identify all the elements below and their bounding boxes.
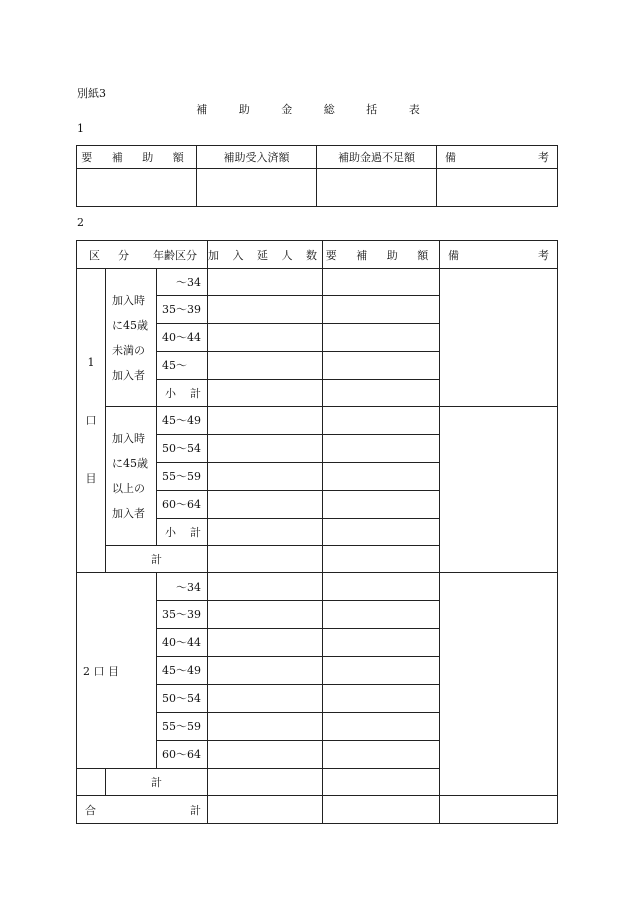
cell-required-subsidy xyxy=(323,435,440,463)
header-required-amount: 要 補 助 額 xyxy=(77,146,197,169)
header-category: 区 分 年齢区分 xyxy=(77,241,208,269)
cell-required-subsidy xyxy=(323,601,440,629)
cell-received-amount xyxy=(197,169,317,207)
subtotal-label: 小 計 xyxy=(157,519,208,546)
cell-person-count xyxy=(208,796,323,824)
age-row-label: 45〜 xyxy=(157,352,208,380)
cell-required-subsidy xyxy=(323,629,440,657)
cell-person-count xyxy=(208,657,323,685)
cell-required-subsidy xyxy=(323,324,440,352)
annex-label: 別紙3 xyxy=(77,87,106,100)
cell-required-subsidy xyxy=(323,380,440,407)
age-row-label: 35〜39 xyxy=(157,296,208,324)
second-time-label: 2 口 目 xyxy=(77,573,157,769)
cell-required-subsidy xyxy=(323,741,440,769)
cell-remarks-second xyxy=(440,573,558,796)
cell-required-subsidy xyxy=(323,296,440,324)
age-row-label: 50〜54 xyxy=(157,435,208,463)
cell-person-count xyxy=(208,352,323,380)
cell-person-count xyxy=(208,546,323,573)
page-title: 補 助 金 総 括 表 xyxy=(196,103,434,116)
cell-person-count xyxy=(208,769,323,796)
cell-required-subsidy xyxy=(323,546,440,573)
cell-person-count xyxy=(208,435,323,463)
cell-required-subsidy xyxy=(323,269,440,296)
cell-required-subsidy xyxy=(323,796,440,824)
cell-required-subsidy xyxy=(323,407,440,435)
summary-table xyxy=(76,145,558,207)
cell-required-subsidy xyxy=(323,769,440,796)
age-row-label: 45〜49 xyxy=(157,407,208,435)
header-remarks: 備 考 xyxy=(437,146,558,169)
cell-person-count xyxy=(208,269,323,296)
cell-required-subsidy xyxy=(323,713,440,741)
age-row-label: 35〜39 xyxy=(157,601,208,629)
group-under-45: 加入時 に45歳 未満の 加入者 xyxy=(106,269,157,407)
age-row-label: 40〜44 xyxy=(157,324,208,352)
group-45-and-over: 加入時 に45歳 以上の 加入者 xyxy=(106,407,157,546)
cell-person-count xyxy=(208,519,323,546)
cell-person-count xyxy=(208,573,323,601)
age-row-label: 55〜59 xyxy=(157,713,208,741)
cell-required-subsidy xyxy=(323,491,440,519)
age-row-label: 50〜54 xyxy=(157,685,208,713)
cell-person-count xyxy=(208,463,323,491)
age-row-label: 〜34 xyxy=(157,573,208,601)
header-required-subsidy: 要 補 助 額 xyxy=(323,241,440,269)
age-row-label: 45〜49 xyxy=(157,657,208,685)
cell-required-subsidy xyxy=(323,573,440,601)
cell-required-subsidy xyxy=(323,519,440,546)
cell-person-count xyxy=(208,741,323,769)
cell-person-count xyxy=(208,296,323,324)
subtotal-label: 小 計 xyxy=(157,380,208,407)
cell-required-subsidy xyxy=(323,463,440,491)
first-time-label: 1 口 目 xyxy=(77,269,106,573)
header-person-count: 加 入 延 人 数 xyxy=(208,241,323,269)
age-row-label: 60〜64 xyxy=(157,491,208,519)
header-remarks: 備 考 xyxy=(440,241,558,269)
cell-required-subsidy xyxy=(323,352,440,380)
section-number-2: 2 xyxy=(77,216,84,229)
cell-person-count xyxy=(208,601,323,629)
first-time-total-label: 計 xyxy=(106,546,208,573)
cell-remarks xyxy=(437,169,558,207)
section-number-1: 1 xyxy=(77,122,84,135)
cell-remarks-group-b xyxy=(440,407,558,573)
cell-person-count xyxy=(208,629,323,657)
detail-table xyxy=(76,240,558,824)
age-row-label: 55〜59 xyxy=(157,463,208,491)
age-row-label: 40〜44 xyxy=(157,629,208,657)
grand-total-label: 合 計 xyxy=(77,796,208,824)
cell-person-count xyxy=(208,713,323,741)
header-excess-shortage: 補助金過不足額 xyxy=(317,146,437,169)
second-time-spacer xyxy=(77,769,106,796)
cell-person-count xyxy=(208,491,323,519)
second-time-total-label: 計 xyxy=(106,769,208,796)
age-row-label: 〜34 xyxy=(157,269,208,296)
cell-person-count xyxy=(208,380,323,407)
cell-excess-shortage xyxy=(317,169,437,207)
cell-person-count xyxy=(208,324,323,352)
cell-remarks-grand xyxy=(440,796,558,824)
cell-remarks-group-a xyxy=(440,269,558,407)
age-row-label: 60〜64 xyxy=(157,741,208,769)
cell-required-amount xyxy=(77,169,197,207)
header-received-amount: 補助受入済額 xyxy=(197,146,317,169)
cell-required-subsidy xyxy=(323,685,440,713)
cell-required-subsidy xyxy=(323,657,440,685)
cell-person-count xyxy=(208,407,323,435)
cell-person-count xyxy=(208,685,323,713)
